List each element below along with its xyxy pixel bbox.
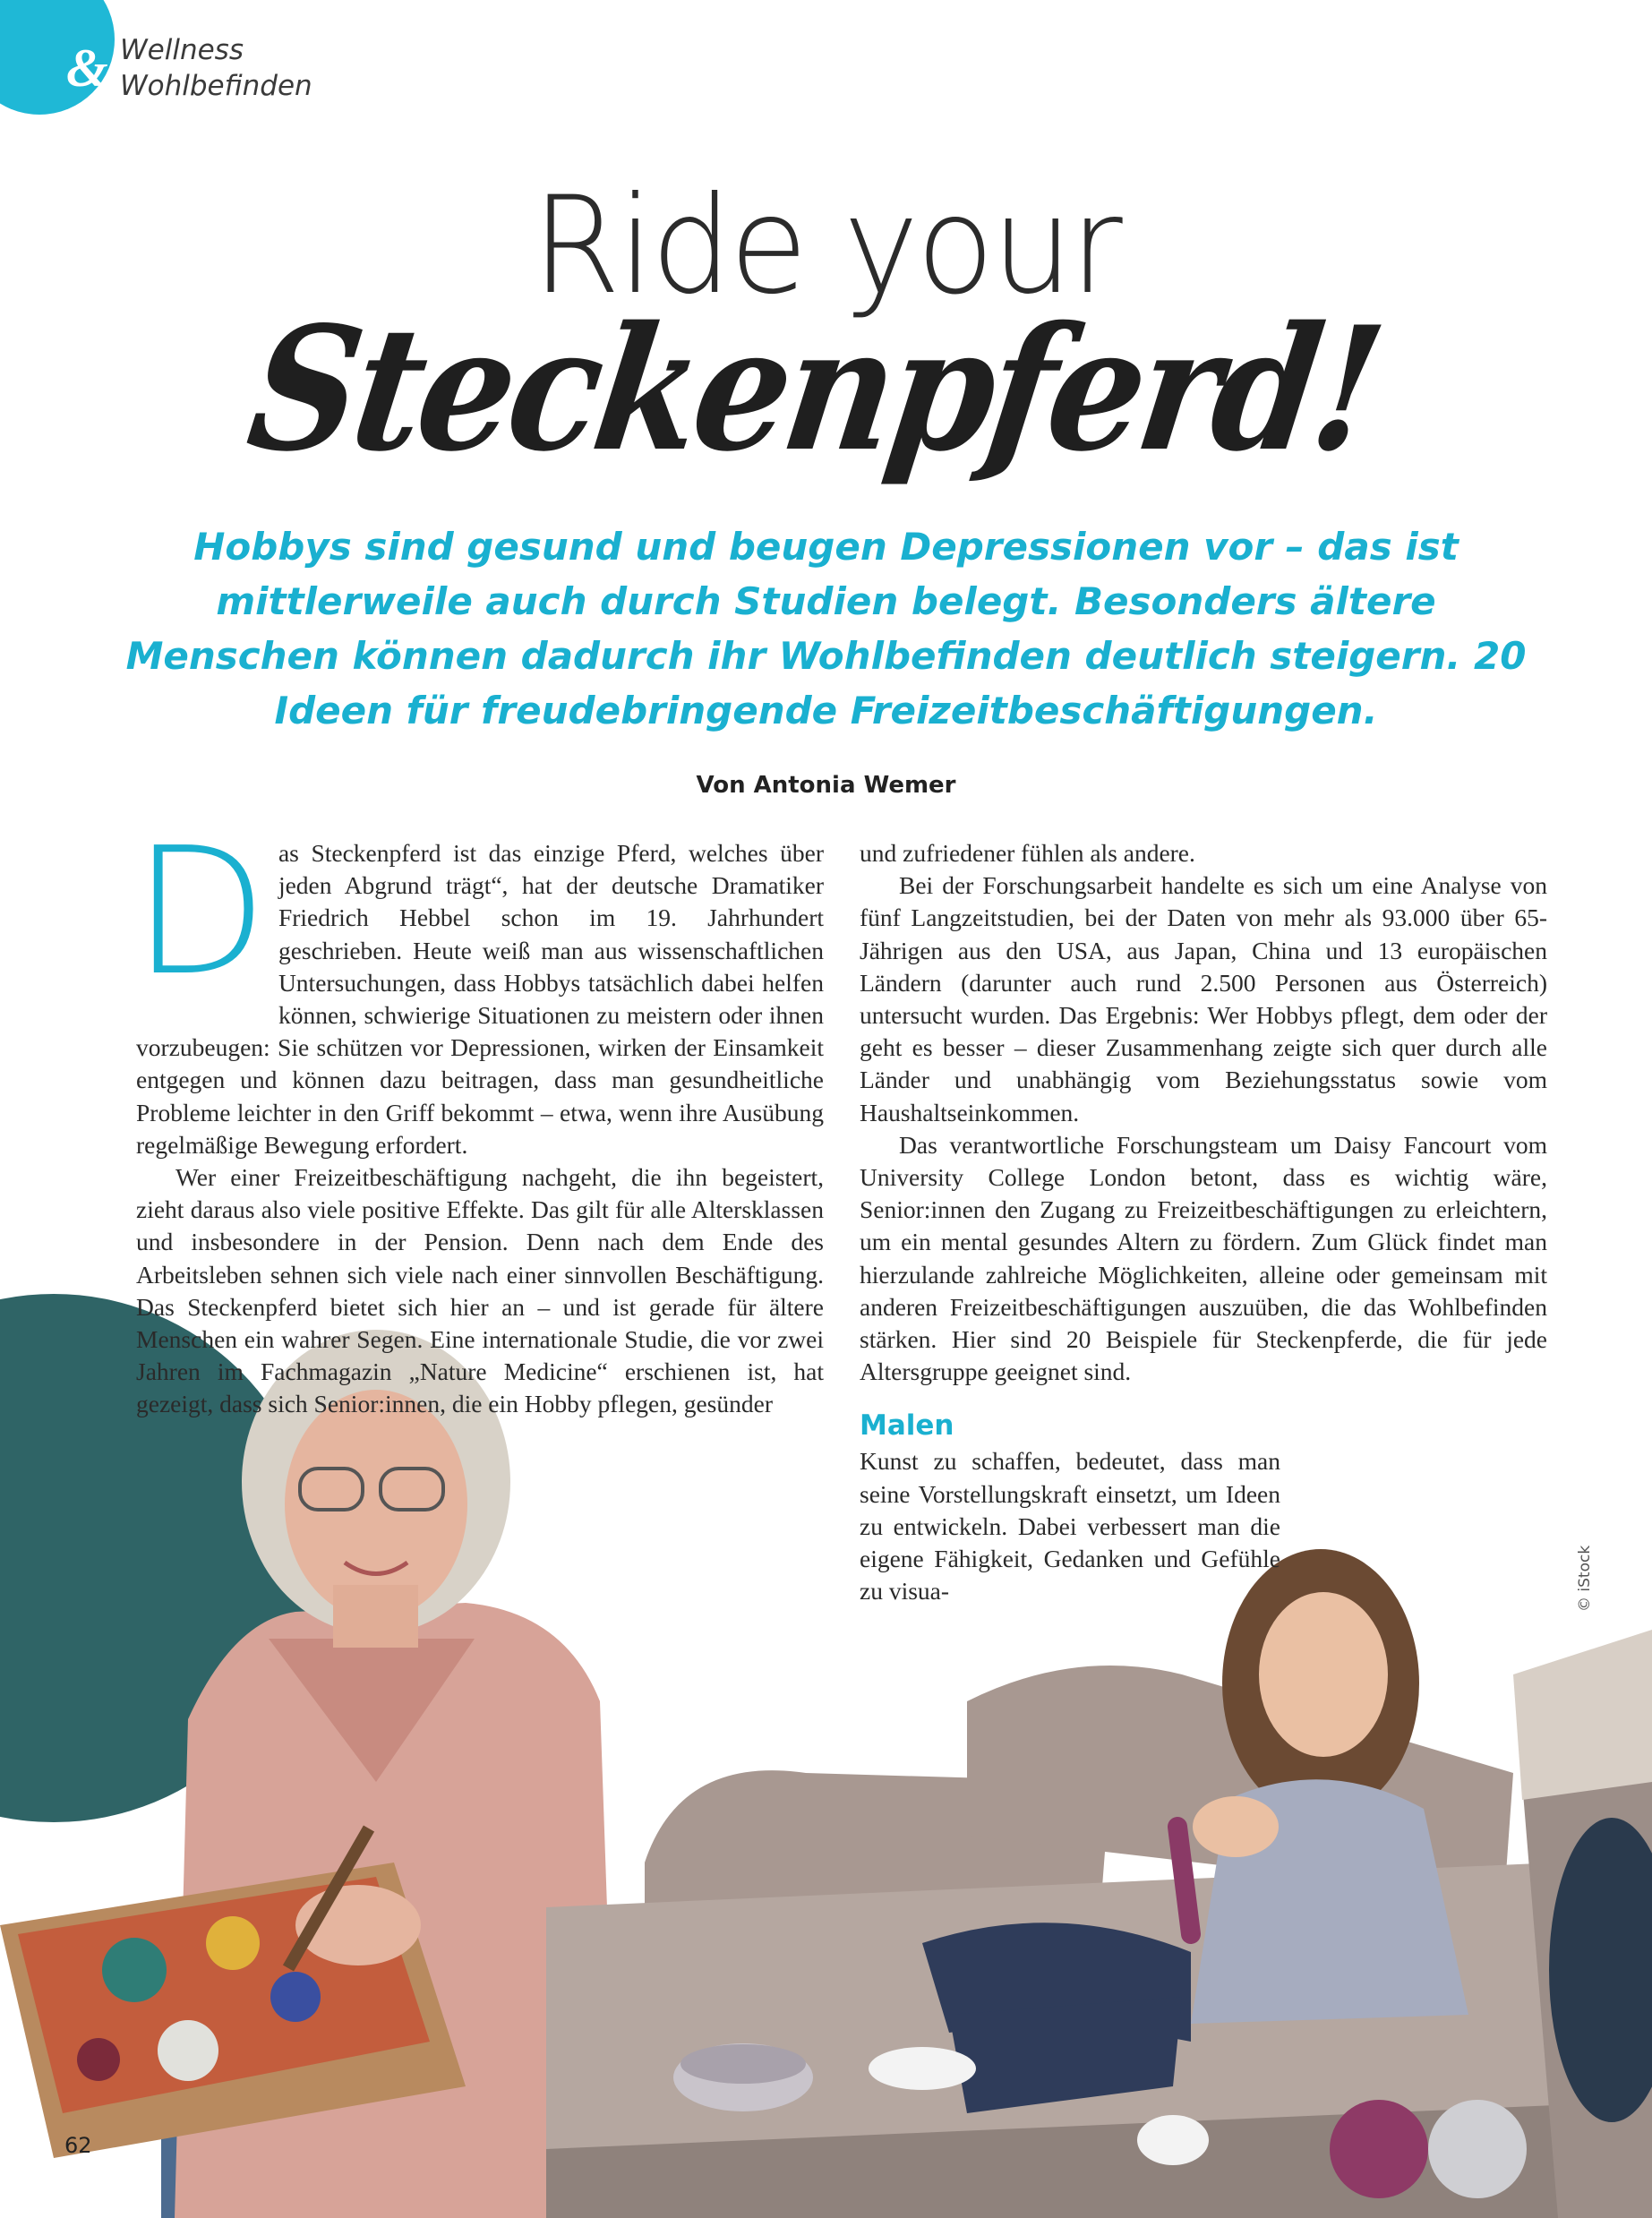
lead-paragraph: Hobbys sind gesund und beugen Depressionen vor – das ist mittlerweile auch durch Studien belegt. Besonders ältere Menschen können dadurch ihr Wohlbefinden deutlich steigern. 20 Ideen für freudebringende Freizeitbeschäftigungen.: [125, 525, 1527, 732]
headline-line1: Ride your: [532, 168, 1120, 324]
section-label-line2: Wohlbefinden: [120, 70, 312, 102]
article-paragraph-3: und zufriedener fühlen als andere.: [860, 839, 1195, 867]
article-paragraph-6: Kunst zu schaffen, bedeutet, dass man seine Vorstellungskraft einsetzt, um Ideen zu entwickeln. Dabei verbessert man die eigene Fähigkeit, Gedanken und Gefühle zu visua-: [860, 1447, 1280, 1606]
subheading-malen: Malen: [860, 1409, 954, 1443]
page-number: 62: [64, 2133, 92, 2158]
article-column-left: [133, 810, 824, 1421]
headline-line2: Steckenpferd!: [238, 289, 1391, 489]
article-column-right: [860, 837, 1547, 1607]
drop-cap: D: [133, 810, 268, 1015]
photo-credit: © iStock: [1576, 1545, 1594, 1612]
article-paragraph-2: Wer einer Freizeitbeschäftigung nachgeht, die ihn begeistert, zieht daraus also viele positive Effekte. Das gilt für alle Altersklassen und insbesondere in der Pension. Denn nach dem Ende des Arbeitsleben sehnen sich viele nach einer sinnvollen Beschäftigung. Das Steckenpferd bietet sich hier an – und ist gerade für ältere Menschen ein wahrer Segen. Eine internationale Studie, die vor zwei Jahren im Fachmagazin „Nature Medicine“ erschienen ist, hat gezeigt, dass sich Senior:innen, die ein Hobby pflegen, gesünder: [136, 1163, 824, 1418]
section-ampersand: &: [66, 39, 108, 98]
article-paragraph-5: Das verantwortliche Forschungsteam um Daisy Fancourt vom University College London betont, dass es wichtig wäre, Senior:innen den Zugang zu Freizeitbeschäftigungen zu erleichtern, um ein mental gesundes Altern zu fördern. Zum Glück findet man hierzulande zahlreiche Möglichkeiten, alleine oder gemeinsam mit anderen Freizeitbeschäftigungen auszuüben, die das Wohlbefinden stärken. Hier sind 20 Beispiele für Steckenpferde, die für jede Altersgruppe geeignet sind.: [860, 1130, 1547, 1386]
article-paragraph-4: Bei der Forschungsarbeit handelte es sich um eine Analyse von fünf Langzeitstudien, bei der Daten von mehr als 93.000 über 65-Jährigen aus den USA, aus Japan, China und 13 europäischen Ländern (darunter auch rund 2.500 Personen aus Österreich) untersucht wurden. Das Ergebnis: Wer Hobbys pflegt, dem oder der geht es besser – dieser Zusammenhang zeigte sich quer durch alle Länder und unabhängig vom Beziehungsstatus sowie vom Haushaltseinkommen.: [860, 871, 1547, 1126]
photo-woman-knitting-sofa: [546, 1549, 1652, 2218]
article-paragraph-1: as Steckenpferd ist das einzige Pferd, welches über jeden Abgrund trägt“, hat der deutsche Dramatiker Friedrich Hebbel schon im 19. Jahrhundert geschrieben. Heute weiß man aus wissenschaftlichen Untersuchungen, dass Hobbys tatsächlich dabei helfen können, schwierige Situationen zu meistern oder ihnen vorzubeugen: Sie schützen vor Depressionen, wirken der Einsamkeit entgegen und können dazu beitragen, dass man gesundheitliche Probleme leichter in den Griff bekommt – etwa, wenn ihre Ausübung regelmäßige Bewegung erfordert.: [136, 839, 824, 1159]
section-label-line1: Wellness: [120, 34, 244, 66]
byline: Von Antonia Wemer: [696, 772, 956, 799]
